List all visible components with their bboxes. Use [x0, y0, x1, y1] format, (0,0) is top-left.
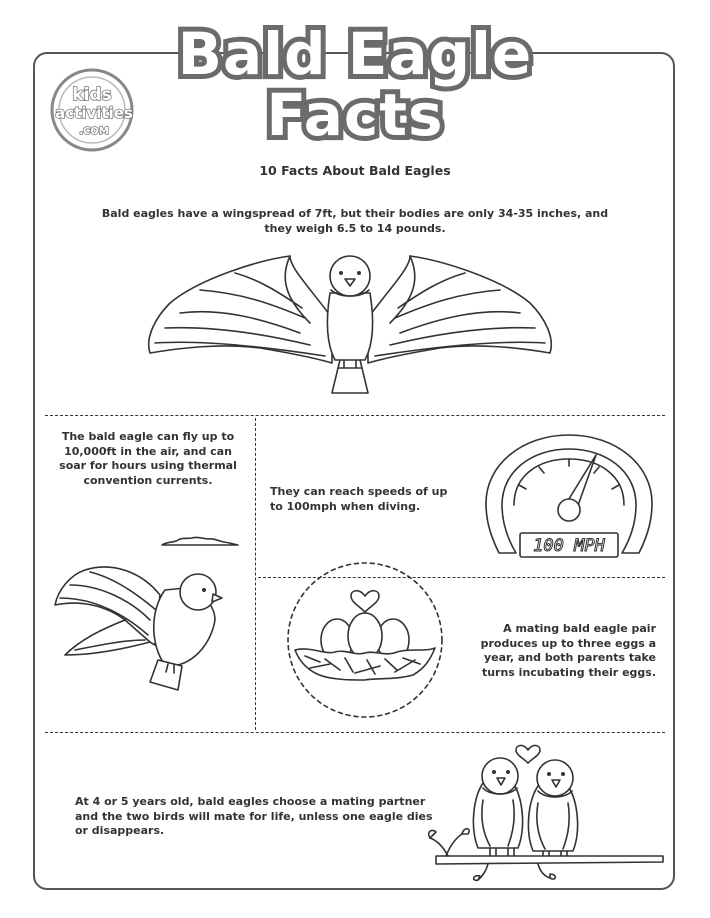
logo-line-2: activities	[55, 104, 133, 122]
eagle-pair-icon	[428, 738, 668, 883]
nest-with-eggs-icon	[285, 560, 445, 720]
fact-eggs: A mating bald eagle pair produces up to three eggs a year, and both parents take turns incubating their eggs.	[480, 622, 656, 679]
kids-activities-logo	[42, 62, 152, 157]
cloud-icon	[160, 533, 240, 548]
divider-top	[45, 415, 665, 416]
flying-eagle-icon	[50, 560, 230, 700]
fact-flight-altitude: The bald eagle can fly up to 10,000ft in the air, and can soar for hours using thermal convention currents.	[59, 430, 237, 487]
heart-icon-pair	[516, 745, 540, 763]
logo-line-3: .COM	[79, 126, 109, 137]
branch-icon	[436, 856, 663, 864]
divider-left-column	[255, 418, 256, 730]
page-title-line-1: Bald Eagle	[177, 20, 533, 88]
eagle-spread-wings-icon	[140, 248, 560, 398]
fact-wingspread: Bald eagles have a wingspread of 7ft, but their bodies are only 34-35 inches, and they weigh 6.5 to 14 pounds.	[101, 207, 609, 235]
speedometer-icon	[484, 433, 654, 563]
page-title-line-2: Facts	[266, 81, 444, 149]
heart-icon	[351, 591, 379, 612]
divider-bottom	[45, 732, 665, 733]
logo-line-1: kids	[72, 85, 112, 105]
fact-mate-for-life: At 4 or 5 years old, bald eagles choose a mating partner and the two birds will mate for life, unless one eagle dies or disappears.	[75, 795, 433, 837]
facts-subtitle: 10 Facts About Bald Eagles	[259, 163, 451, 178]
speedometer-readout: 100 MPH	[533, 536, 605, 556]
fact-dive-speed: They can reach speeds of up to 100mph when diving.	[270, 485, 448, 513]
